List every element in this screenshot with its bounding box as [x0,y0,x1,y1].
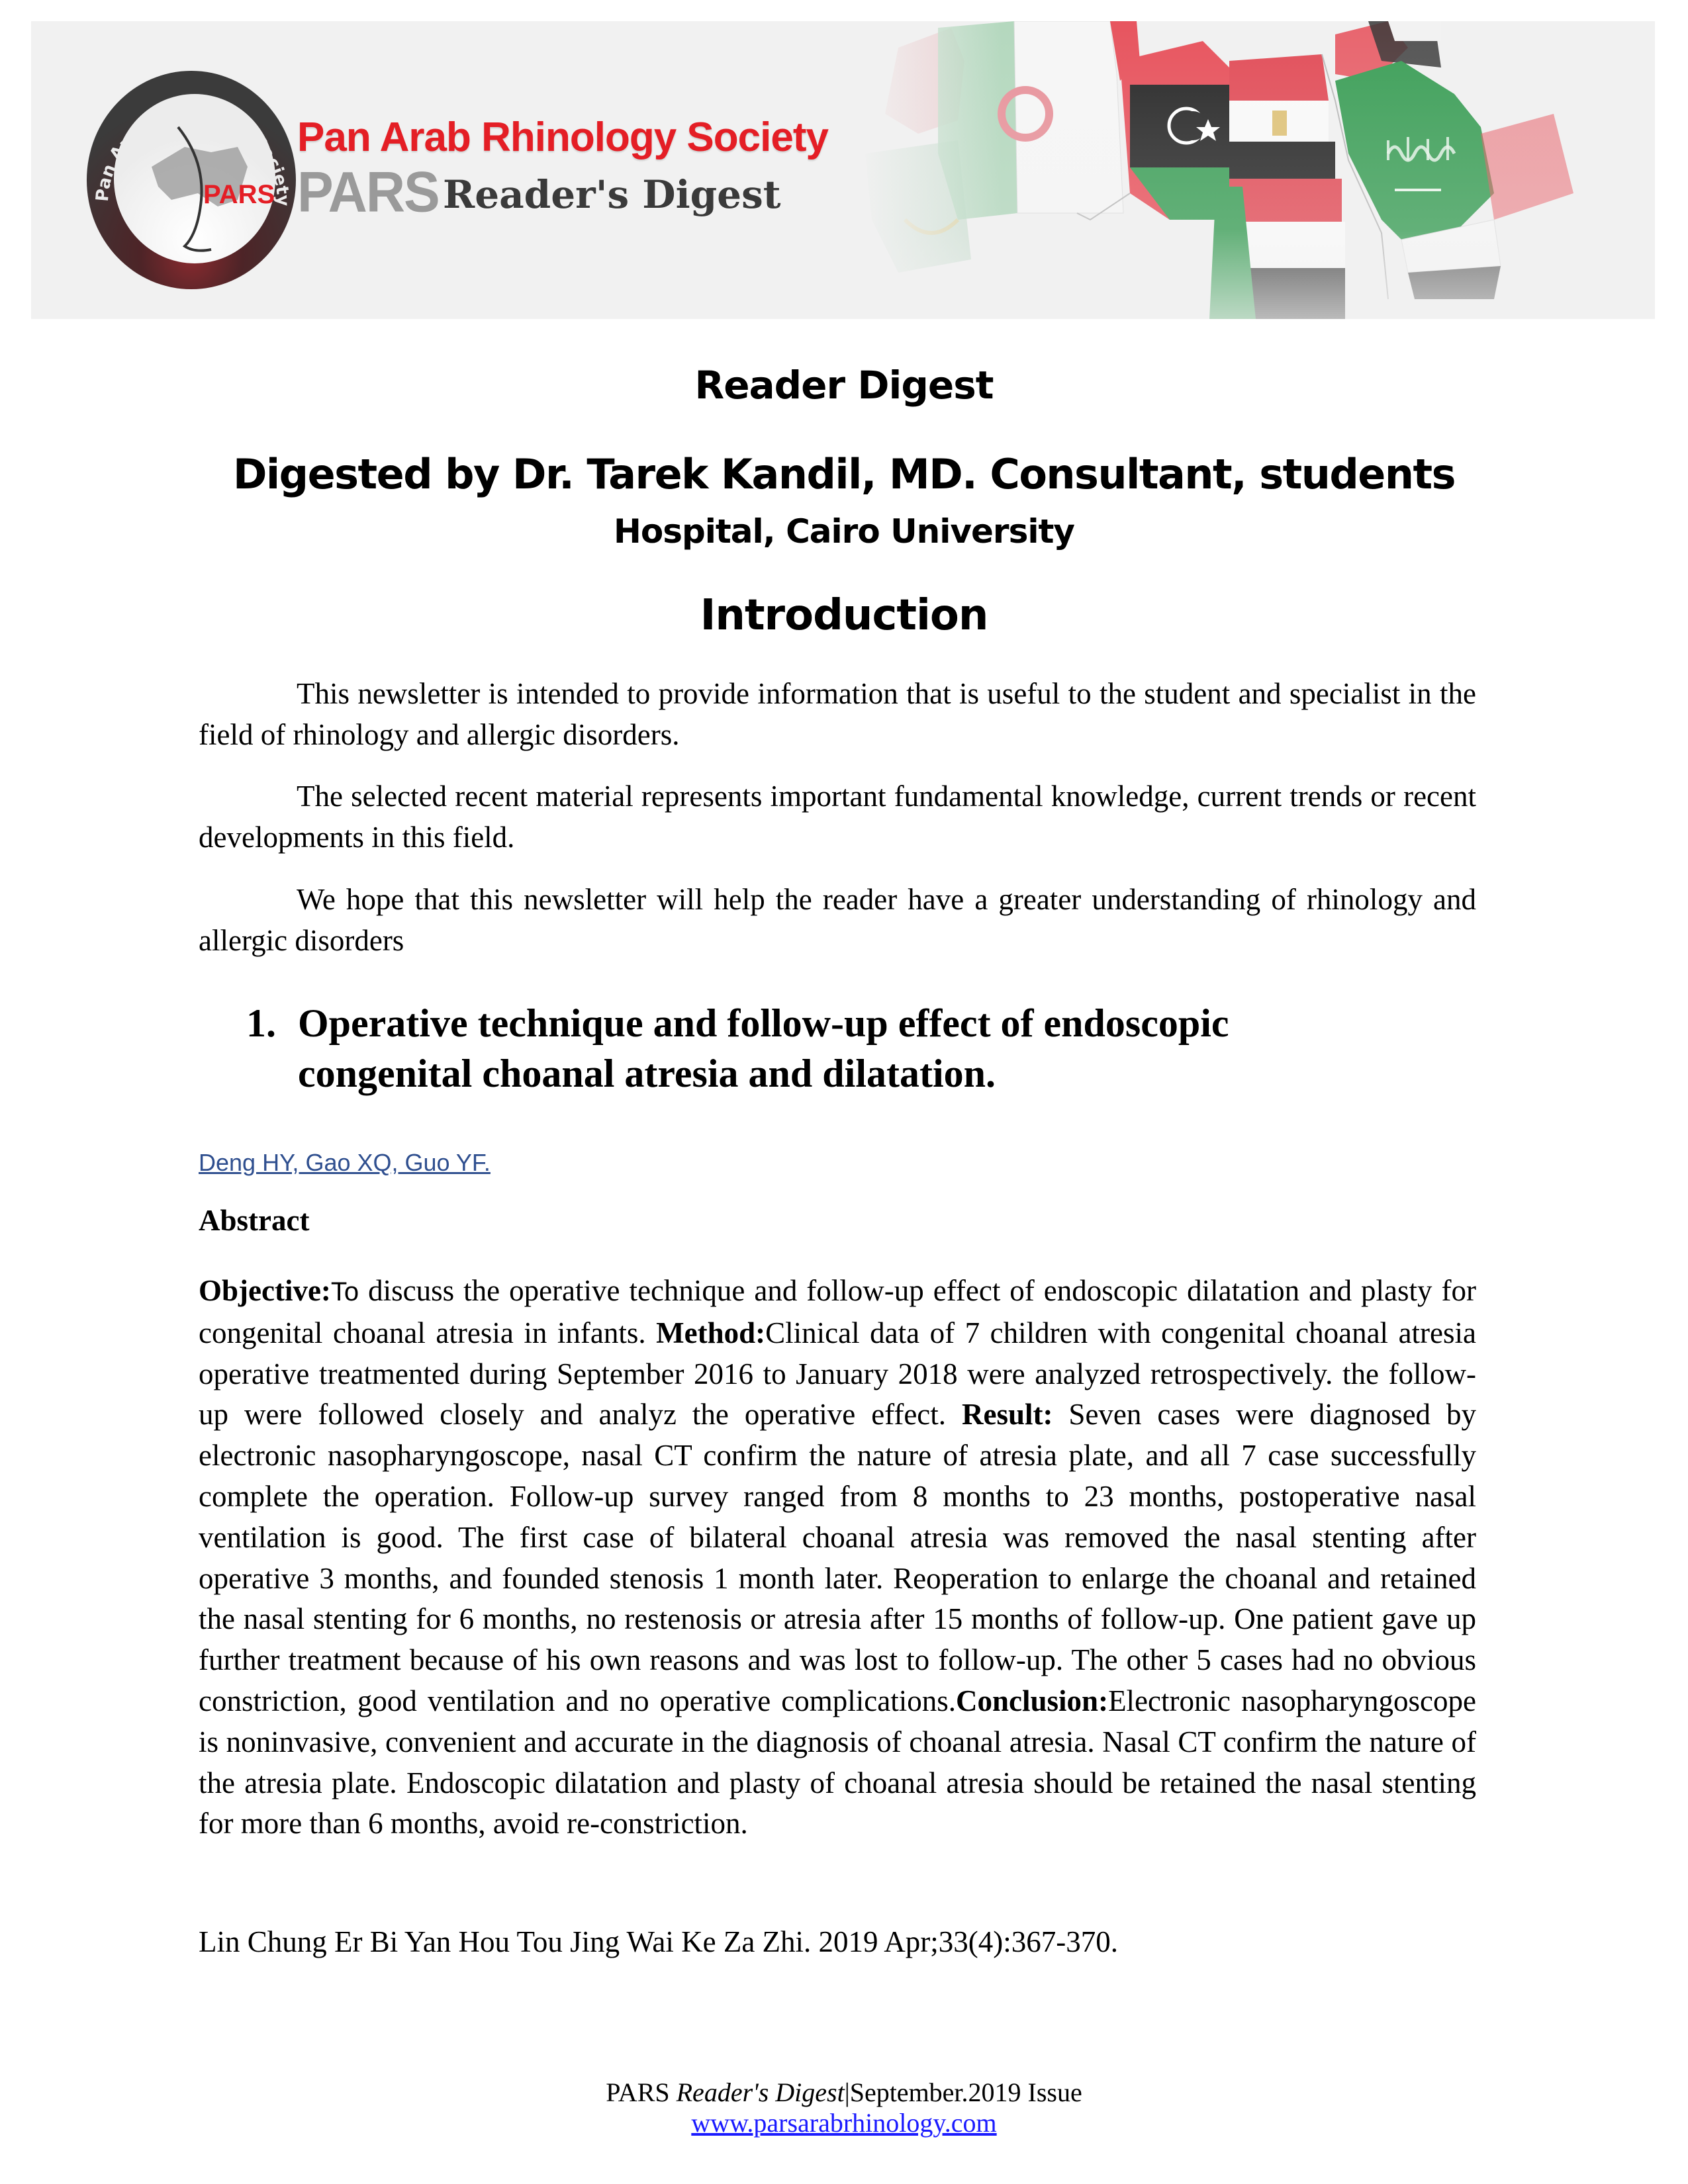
abstract-heading: Abstract [199,1204,310,1237]
affiliation-line: Hospital, Cairo University [614,512,1074,551]
journal-citation: Lin Chung Er Bi Yan Hou Tou Jing Wai Ke Za Zhi. 2019 Apr;33(4):367-370. [199,1925,1119,1958]
logo-center-text: PARS [203,180,275,209]
digested-by-line: Digested by Dr. Tarek Kandil, MD. Consultant, students [232,450,1456,498]
conclusion-text: Electronic nasopharyngoscope is noninvasive, convenient and accurate in the diagnosis of choanal atresia. Nasal CT confirm the nature of the atresia plate. Endoscopic dilatation and plasty of choanal atresia should be retained the nasal stenting for more than 6 months, avoid re-constriction. [199,1684,1476,1841]
result-label: Result: [961,1398,1053,1432]
intro-paragraph: We hope that this newsletter will help the reader have a greater understanding of rhinology and allergic disorders [199,883,1476,957]
section-heading-introduction: Introduction [700,591,988,640]
objective-text: discuss the operative technique and follow-up effect of endoscopic dilatation and plasty for congenital choanal atresia in infants. [199,1274,1476,1349]
footer-issue: |September.2019 Issue [844,2077,1082,2107]
intro-paragraph: This newsletter is intended to provide information that is useful to the student and specialist in the field of rhinology and allergic disorders. [199,677,1476,751]
authors-link[interactable]: Deng HY, Gao XQ, Guo YF. [199,1149,491,1176]
pars-wordmark: PARS [297,160,439,224]
society-name: Pan Arab Rhinology Society [297,114,828,160]
website-link[interactable]: www.parsarabrhinology.com [691,2108,997,2138]
article-number: 1. [246,1001,276,1045]
footer-publication: Reader's Digest [676,2077,845,2107]
arab-world-flag-map-illustration [859,21,1655,319]
article-title-text: Operative technique and follow-up effect of endoscopic congenital choanal atresia and dilatation. [298,1001,1229,1095]
article-title [246,998,1372,1099]
footer-issue-line: PARS Reader's Digest|September.2019 Issue [606,2077,1082,2107]
result-text: Seven cases were diagnosed by electronic nasopharyngoscope, nasal CT confirm the nature of atresia plate, and all 7 case successfully complete the operation. Follow-up survey ranged from 8 months to 23 months, postoperative nasal ventilation is good. The first case of bilateral choanal atresia was removed the nasal stenting after operative 3 months, and founded stenosis 1 month later. Reoperation to enlarge the choanal and retained the nasal stenting for 6 months, no restenosis or atresia after 15 months of follow-up. One patient gave up further treatment because of his own reasons and was lost to follow-up. The other 5 cases had no obvious constriction, good ventilation and no operative complications. [199,1398,1477,1717]
pars-society-logo [79,68,304,293]
logo-ring-text: Pan Arab Rhinology Society [92,103,293,206]
abstract-body: Objective:To discuss the operative technique and follow-up effect of endoscopic dilatation and plasty for congenital choanal atresia in infants. Method:Clinical data of 7 children with congenital choanal atresia operative treatmented during September 2016 to January 2018 were analyzed retrospectively. the follow-up were followed closely and analyz the operative effect. Result: Seven cases were diagnosed by electronic nasopharyngoscope, nasal CT confirm the nature of atresia plate, and all 7 case successfully complete the operation. Follow-up survey ranged from 8 months to 23 months, postoperative nasal ventilation is good. The first case of bilateral choanal atresia was removed the nasal stenting after operative 3 months, and founded stenosis 1 month later. Reoperation to enlarge the choanal and retained the nasal stenting for 6 months, no restenosis or atresia after 15 months of follow-up. One patient gave up further treatment because of his own reasons and was lost to follow-up. The other 5 cases had no obvious constriction, good ventilation and no operative complications.Conclusion:Electronic nasopharyngoscope is noninvasive, convenient and accurate in the diagnosis of choanal atresia. Nasal CT confirm the nature of the atresia plate. Endoscopic dilatation and plasty of choanal atresia should be retained the nasal stenting for more than 6 months, avoid re-constriction. [199,1274,1477,1841]
objective-label: Objective: [199,1274,331,1307]
readers-digest-wordmark: Reader's Digest [443,172,781,217]
header-banner [31,21,1655,319]
footer-website [0,2107,1688,2138]
conclusion-label: Conclusion: [956,1684,1109,1717]
method-label: Method: [656,1316,766,1349]
page-title: Reader Digest [694,363,994,408]
intro-paragraph: The selected recent material represents important fundamental knowledge, current trends or recent developments in this field. [199,780,1476,854]
method-text: Clinical data of 7 children with congenital choanal atresia operative treatmented during September 2016 to January 2018 were analyzed retrospectively. the follow-up were followed closely and analyz the operative effect. [199,1316,1476,1432]
